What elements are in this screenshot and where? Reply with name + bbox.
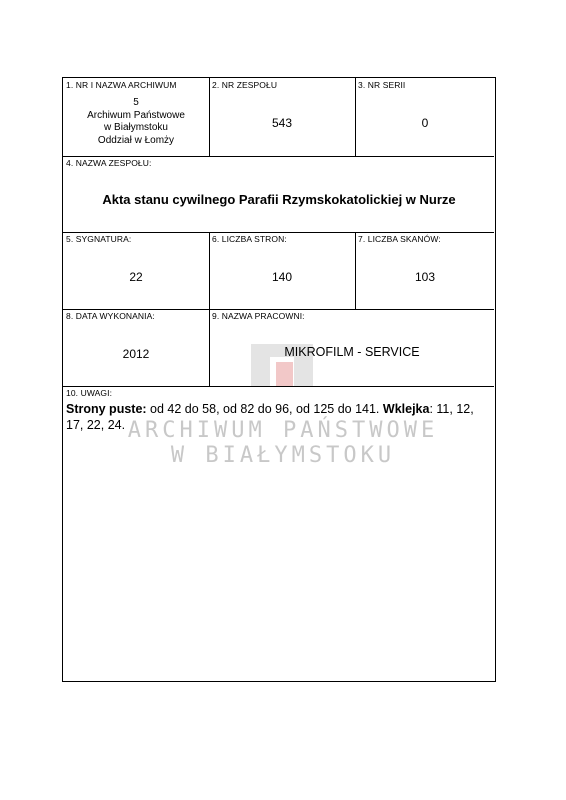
page-count-cell <box>209 232 355 309</box>
inserts-label: Wklejka <box>382 402 430 416</box>
fond-number-cell <box>209 78 355 156</box>
scan-count-value: 103 <box>414 270 436 284</box>
archive-name-line-3: Oddział w Łomży <box>97 134 175 146</box>
inserts-value: : 11, 12, 17, 22, 24. <box>66 402 474 432</box>
signature-label: 5. SYGNATURA: <box>66 234 132 244</box>
workshop-label: 9. NAZWA PRACOWNI: <box>212 311 305 321</box>
empty-pages-value: od 42 do 58, od 82 do 96, od 125 do 141. <box>146 402 383 416</box>
date-label: 8. DATA WYKONANIA: <box>66 311 155 321</box>
page-count-label: 6. LICZBA STRON: <box>212 234 287 244</box>
empty-pages-label: Strony puste: <box>66 402 147 416</box>
metadata-form <box>62 77 496 682</box>
archive-number: 5 <box>133 97 139 108</box>
archive-name-line-2: w Białymstoku <box>104 122 168 133</box>
series-number-cell <box>355 78 495 156</box>
fond-number-label: 2. NR ZESPOŁU <box>212 80 278 90</box>
series-number-value: 0 <box>421 116 429 130</box>
fond-name-label: 4. NAZWA ZESPOŁU: <box>66 158 152 168</box>
workshop-cell <box>209 309 495 386</box>
watermark-line-1: ARCHIWUM PAŃSTWOWE <box>127 418 439 443</box>
archive-name-line-1: Archiwum Państwowe <box>87 109 185 121</box>
watermark-line-2: W BIAŁYMSTOKU <box>170 443 396 468</box>
signature-cell <box>63 232 209 309</box>
date-value: 2012 <box>122 347 150 361</box>
archive-cell <box>63 78 209 156</box>
series-number-label: 3. NR SERII <box>358 80 406 90</box>
archive-label: 1. NR I NAZWA ARCHIWUM <box>66 80 177 90</box>
fond-name-value: Akta stanu cywilnego Parafii Rzymskokatolickiej w Nurze <box>102 192 456 207</box>
notes-text <box>66 401 491 433</box>
archive-name <box>63 97 209 147</box>
notes-label: 10. UWAGI: <box>66 388 113 398</box>
fond-number-value: 543 <box>271 116 293 130</box>
workshop-value: MIKROFILM - SERVICE <box>284 345 420 359</box>
scan-count-label: 7. LICZBA SKANÓW: <box>358 234 441 244</box>
date-cell <box>63 309 209 386</box>
page-count-value: 140 <box>271 270 293 284</box>
signature-value: 22 <box>129 270 143 284</box>
fond-name-cell <box>63 156 495 232</box>
scan-count-cell <box>355 232 495 309</box>
